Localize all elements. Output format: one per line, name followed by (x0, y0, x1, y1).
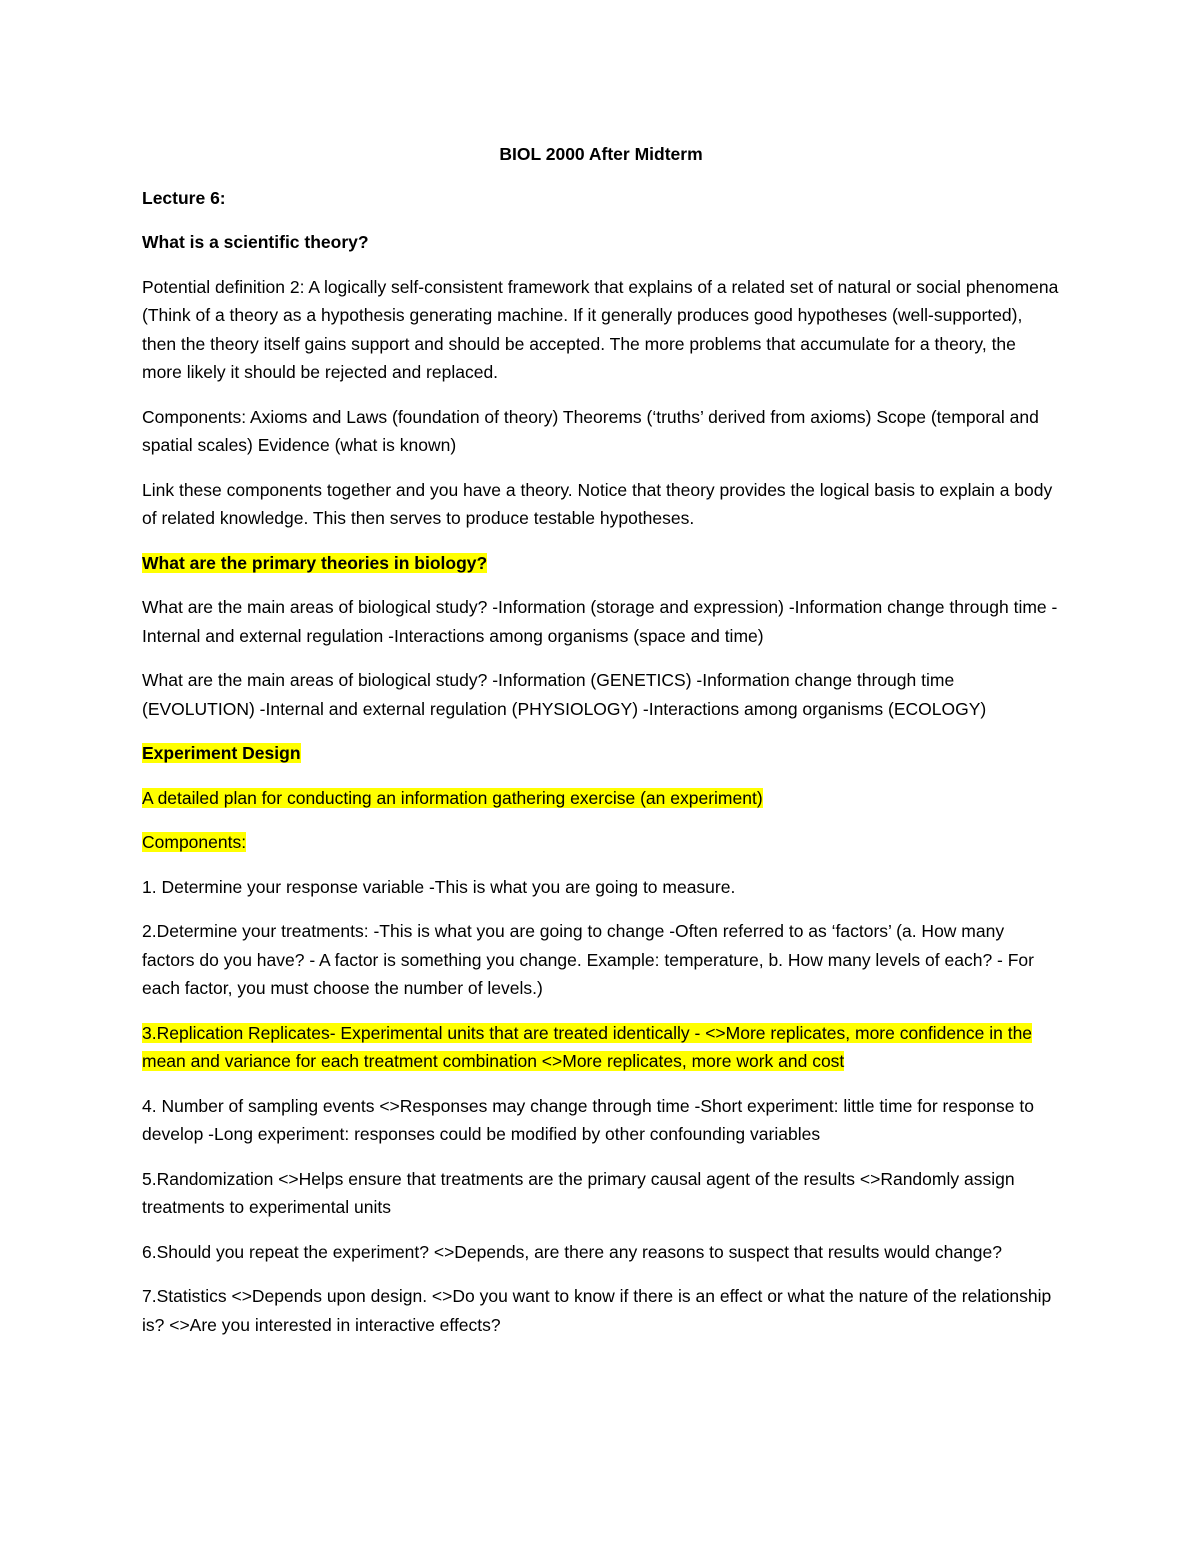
list-item-4: 4. Number of sampling events <>Responses may change through time -Short experiment: little time for response to develop -Long experiment: responses could be modified by other confounding variables (142, 1095, 1034, 1144)
definition-paragraph: Potential definition 2: A logically self-consistent framework that explains of a related set of natural or social phenomena (Think of a theory as a hypothesis generating machine. If it generally produces good hypotheses (well-supported), then the theory itself gains support and should be accepted. The more problems that accumulate for a theory, the more likely it should be rejected and replaced. (142, 276, 1059, 382)
list-item-6: 6.Should you repeat the experiment? <>Depends, are there any reasons to suspect that results would change? (142, 1241, 1002, 1262)
list-item-7: 7.Statistics <>Depends upon design. <>Do you want to know if there is an effect or what the nature of the relationship is? <>Are you interested in interactive effects? (142, 1286, 1052, 1335)
list-item-2: 2.Determine your treatments: -This is what you are going to change -Often referred to as ‘factors’ (a. How many factors do you have? - A factor is something you change. Example: temperature, b. How many levels of each? - For each factor, you must choose the number of levels.) (142, 921, 1034, 998)
components-heading: Components: (142, 832, 247, 852)
primary-theories-heading: What are the primary theories in biology? (142, 552, 488, 573)
document-title: BIOL 2000 After Midterm (499, 144, 703, 164)
lecture-heading: Lecture 6: (142, 187, 226, 208)
experiment-design-heading: Experiment Design (142, 743, 301, 763)
experiment-design-definition: A detailed plan for conducting an information gathering exercise (an experiment) (142, 787, 763, 808)
list-item-5: 5.Randomization <>Helps ensure that treatments are the primary causal agent of the results <>Randomly assign treatments to experimental units (142, 1168, 1015, 1217)
experiment-design-heading-block (142, 739, 1060, 768)
experiment-design-definition-block (142, 784, 1060, 813)
components-paragraph: Components: Axioms and Laws (foundation of theory) Theorems (‘truths’ derived from axioms) Scope (temporal and spatial scales) Evidence (what is known) (142, 406, 1039, 455)
primary-theories-heading-block (142, 549, 1060, 578)
list-item-3: 3.Replication Replicates- Experimental units that are treated identically - <>More replicates, more confidence in the mean and variance for each treatment combination <>More replicates, more work and cost (142, 1022, 1033, 1071)
scientific-theory-heading: What is a scientific theory? (142, 232, 369, 252)
areas-paragraph-1: What are the main areas of biological study? -Information (storage and expression) -Information change through time -Internal and external regulation -Interactions among organisms (space and time) (142, 597, 1058, 646)
list-item-3-block (142, 1019, 1060, 1076)
areas-paragraph-2: What are the main areas of biological study? -Information (GENETICS) -Information change through time (EVOLUTION) -Internal and external regulation (PHYSIOLOGY) -Interactions among organisms (ECOLOGY) (142, 670, 987, 719)
list-item-1: 1. Determine your response variable -This is what you are going to measure. (142, 876, 736, 897)
link-paragraph: Link these components together and you have a theory. Notice that theory provides the logical basis to explain a body of related knowledge. This then serves to produce testable hypotheses. (142, 479, 1053, 528)
components-heading-block (142, 828, 1060, 857)
document-page (142, 140, 1060, 1355)
